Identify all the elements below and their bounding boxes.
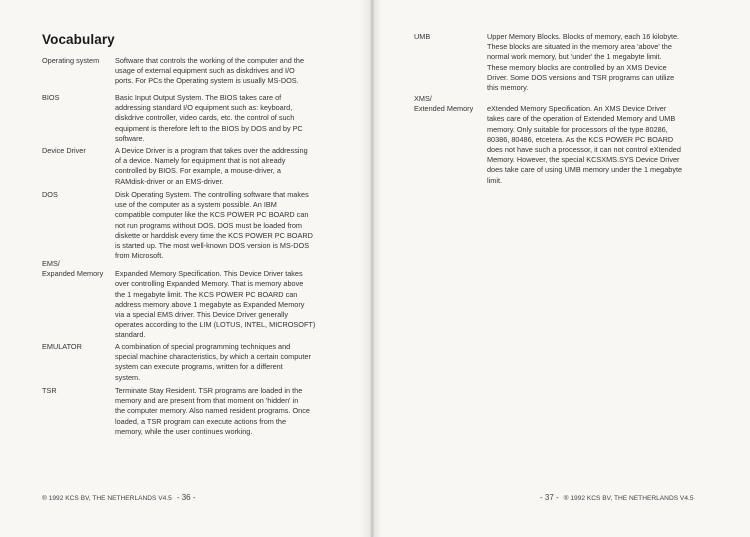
right-page	[372, 0, 750, 537]
glossary-definition: Upper Memory Blocks. Blocks of memory, each 16 kilobyte. These blocks are situated in the memory area 'above' the normal work memory, but 'under' the 1 megabyte limit. These memory blocks are controlled by an XMS Device Driver. Some DOS versions and TSR programs can utilize this memory.	[487, 32, 680, 93]
glossary-term: TSR	[42, 386, 57, 395]
page-footer	[540, 493, 694, 502]
copyright-notice: ® 1992 KCS BV, THE NETHERLANDS V4.5	[42, 495, 172, 502]
glossary-definition: A Device Driver is a program that takes over the addressing of a device. Namely for equipment that is not already controlled by BIOS. For example, a mouse-driver, a RAMdisk-driver or an EMS-driver.	[115, 146, 308, 186]
glossary-term: UMB	[414, 32, 431, 41]
page-title: Vocabulary	[42, 32, 115, 47]
glossary-term: XMS/ Extended Memory	[414, 94, 474, 114]
glossary-term: EMS/ Expanded Memory	[42, 259, 104, 279]
glossary-definition: Expanded Memory Specification. This Device Driver takes over controlling Expanded Memory. That is memory above the 1 megabyte limit. The KCS POWER PC BOARD can address memory above 1 megabyte as Expanded Memory via a special EMS driver. This Device Driver generally operates according to the LIM (LOTUS, INTEL, MICROSOFT) standard.	[115, 269, 316, 340]
glossary-term: DOS	[42, 190, 58, 199]
glossary-term: BIOS	[42, 93, 60, 102]
glossary-term: Device Driver	[42, 146, 86, 155]
copyright-notice: ® 1992 KCS BV, THE NETHERLANDS V4.5	[563, 495, 694, 502]
left-page	[0, 0, 372, 537]
glossary-definition: Disk Operating System. The controlling software that makes use of the computer as a system possible. An IBM compatible computer like the KCS POWER PC BOARD can not run programs without DOS. DOS must be loaded from diskette or harddisk every time the KCS POWER PC BOARD is started up. The most well-known DOS version is MS-DOS from Microsoft.	[115, 190, 313, 261]
glossary-definition: Software that controls the working of the computer and the usage of external equipment such as diskdrives and I/O ports. For PCs the Operating system is usually MS-DOS.	[115, 56, 305, 86]
glossary-term: EMULATOR	[42, 342, 82, 351]
glossary-definition: Terminate Stay Resident. TSR programs are loaded in the memory and are present from that moment on 'hidden' in the computer memory. Also named resident programs. Once loaded, a TSR program can execute actions from the memory, while the user continues working.	[115, 386, 310, 436]
glossary-definition: Basic Input Output System. The BIOS takes care of addressing standard I/O equipment such as: keyboard, diskdrive controller, video cards, etc. the control of such equipment is therefore left to the BIOS by DOS and by PC software.	[115, 93, 303, 143]
page-number: - 36 -	[176, 493, 196, 502]
glossary-definition: eXtended Memory Specification. An XMS Device Driver takes care of the operation of Extended Memory and UMB memory. Only suitable for processors of the type 80286, 80386, 80486, etcetera. As the KCS POWER PC BOARD does not have such a processor, it can not control eXtended Memory. However, the special KCSXMS.SYS Device Driver does take care of using UMB memory under the 1 megabyte limit.	[487, 104, 683, 185]
page-footer	[42, 493, 196, 502]
page-number: - 37 -	[540, 493, 559, 502]
glossary-term: Operating system	[42, 56, 100, 65]
glossary-definition: A combination of special programming techniques and special machine characteristics, by which a certain computer system can execute programs, written for a different system.	[115, 342, 311, 382]
